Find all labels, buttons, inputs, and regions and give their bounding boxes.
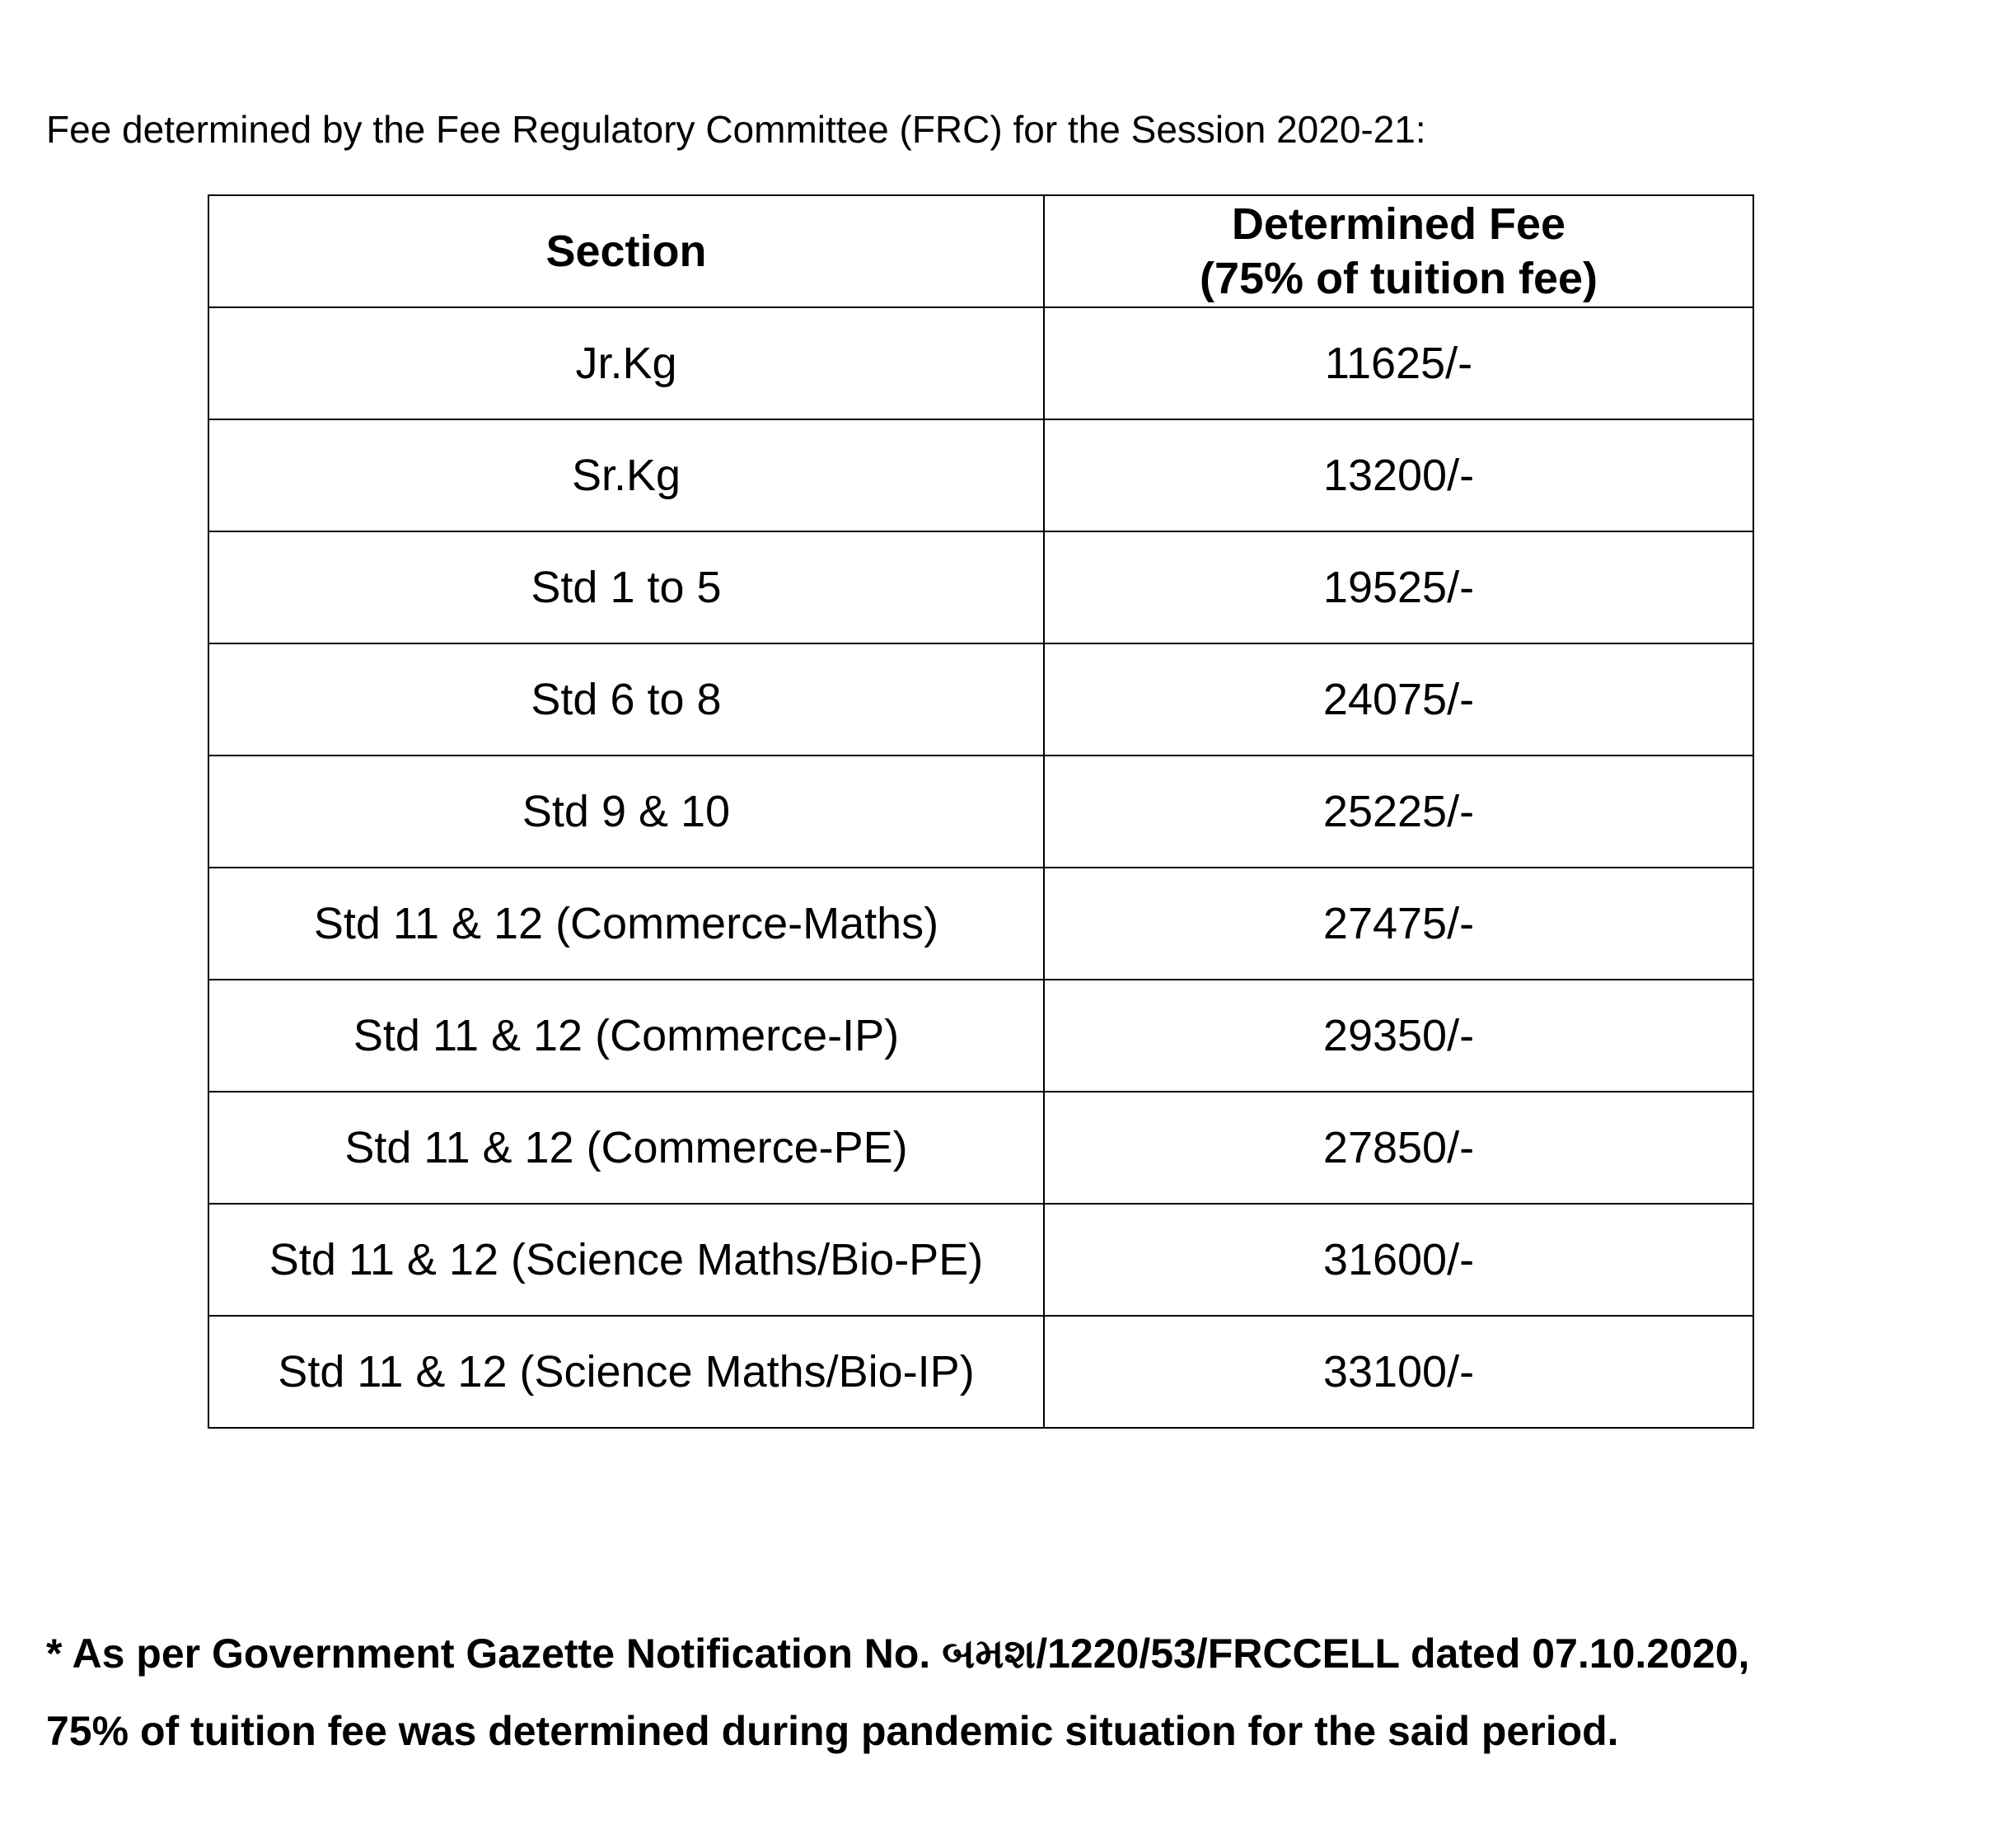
table-row: [208, 756, 1753, 868]
section-cell: Std 11 & 12 (Commerce-IP): [208, 980, 1044, 1092]
table-row: [208, 1092, 1753, 1204]
fee-cell: 24075/-: [1044, 643, 1753, 756]
determined-fee-header-line1: Determined Fee: [1231, 199, 1566, 249]
table-row: [208, 419, 1753, 531]
table-row: [208, 868, 1753, 980]
table-header-row: [208, 195, 1753, 307]
section-cell: Std 11 & 12 (Science Maths/Bio-IP): [208, 1316, 1044, 1428]
section-cell: Jr.Kg: [208, 307, 1044, 419]
fee-cell: 33100/-: [1044, 1316, 1753, 1428]
fee-cell: 31600/-: [1044, 1204, 1753, 1316]
table-row: [208, 1316, 1753, 1428]
table-row: [208, 307, 1753, 419]
fee-cell: 27475/-: [1044, 868, 1753, 980]
section-cell: Std 1 to 5: [208, 531, 1044, 643]
determined-fee-header-line2: (75% of tuition fee): [1200, 254, 1598, 303]
gazette-note-line1: * As per Government Gazette Notification No. બમશ/1220/53/FRCCELL dated 07.10.2020,: [46, 1630, 1750, 1677]
fee-table: [208, 194, 1754, 1429]
fee-cell: 27850/-: [1044, 1092, 1753, 1204]
section-cell: Std 11 & 12 (Commerce-Maths): [208, 868, 1044, 980]
section-cell: Std 11 & 12 (Commerce-PE): [208, 1092, 1044, 1204]
gazette-note: [46, 1615, 1749, 1770]
table-row: [208, 643, 1753, 756]
section-column-header: Section: [208, 195, 1044, 307]
fee-cell: 13200/-: [1044, 419, 1753, 531]
determined-fee-column-header: [1044, 195, 1753, 307]
gazette-note-line2: 75% of tuition fee was determined during pandemic situation for the said period.: [46, 1708, 1619, 1754]
fee-cell: 25225/-: [1044, 756, 1753, 868]
fee-cell: 11625/-: [1044, 307, 1753, 419]
section-cell: Std 9 & 10: [208, 756, 1044, 868]
section-cell: Sr.Kg: [208, 419, 1044, 531]
fee-cell: 19525/-: [1044, 531, 1753, 643]
table-row: [208, 980, 1753, 1092]
table-row: [208, 1204, 1753, 1316]
section-cell: Std 11 & 12 (Science Maths/Bio-PE): [208, 1204, 1044, 1316]
fee-cell: 29350/-: [1044, 980, 1753, 1092]
table-row: [208, 531, 1753, 643]
intro-text: Fee determined by the Fee Regulatory Committee (FRC) for the Session 2020-21:: [46, 108, 1426, 151]
section-cell: Std 6 to 8: [208, 643, 1044, 756]
